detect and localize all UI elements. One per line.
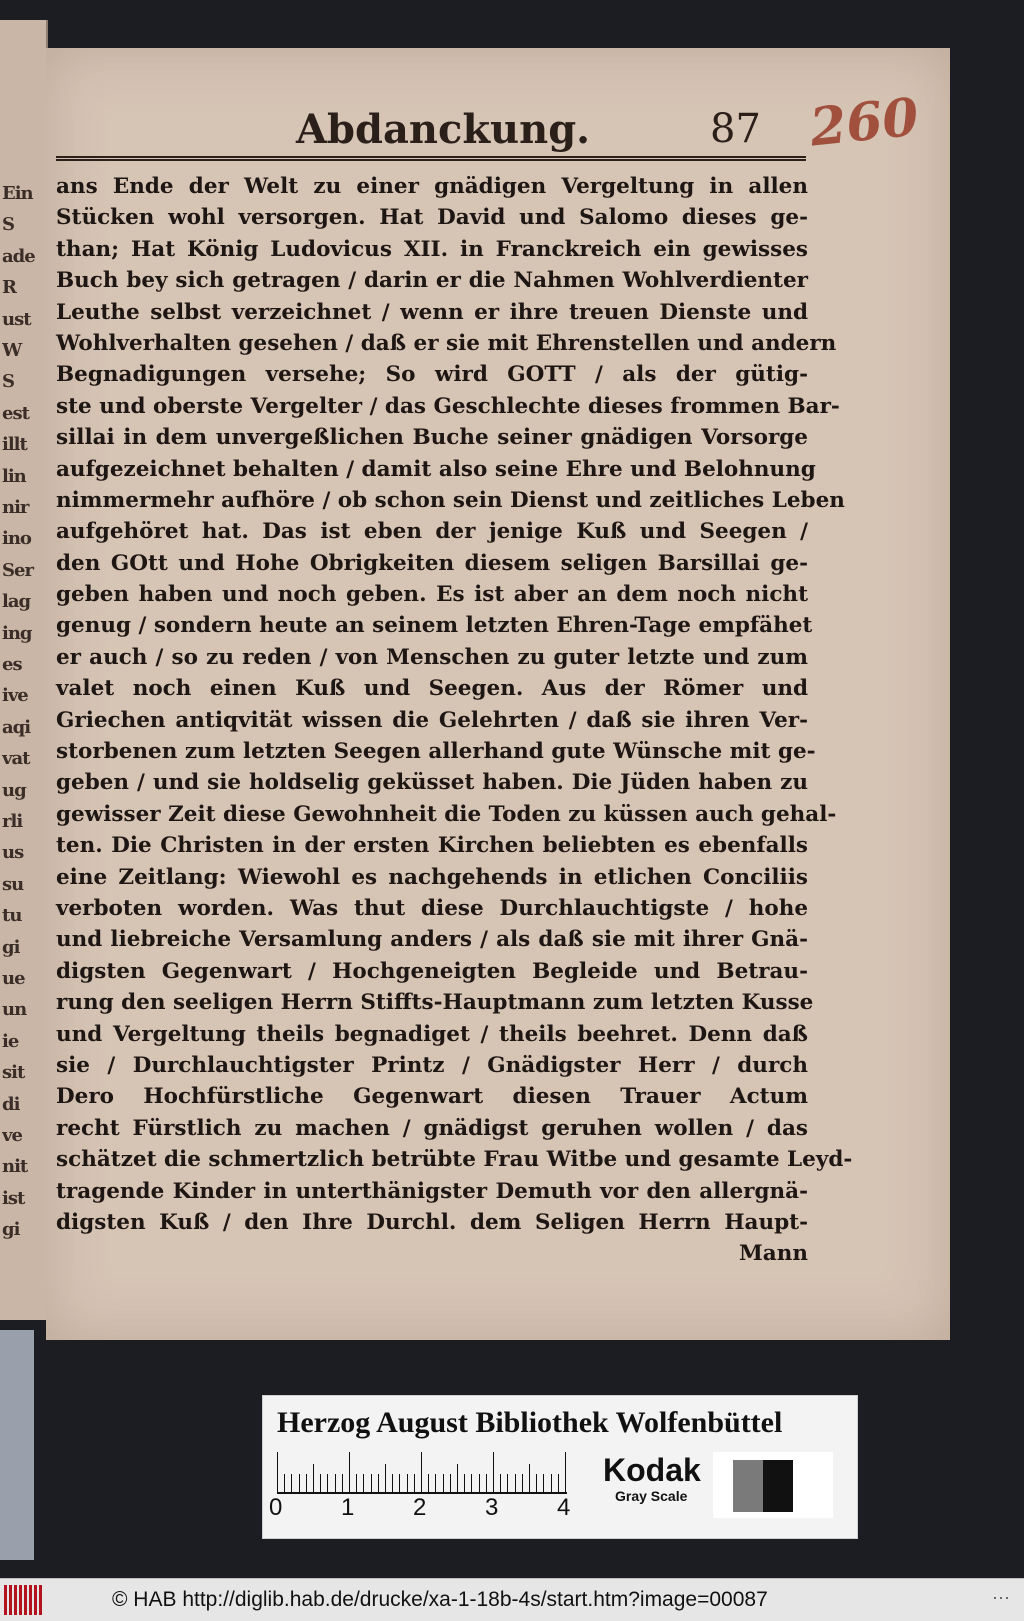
facing-page-fragment: nit [2,1156,28,1178]
ruler-tick [464,1474,465,1492]
ruler-tick [435,1474,436,1492]
ruler-tick [407,1474,408,1492]
ruler-tick [522,1474,523,1492]
text-line: valet noch einen Kuß und Seegen. Aus der Römer und [56,676,808,702]
text-line: Wohlverhalten gesehen / daß er sie mit Ehrenstellen und andern [56,330,837,356]
facing-page-fragment: su [2,873,24,895]
text-line: digsten Gegenwart / Hochgeneigten Begleide und Betrau- [56,958,808,984]
ruler-tick [349,1452,350,1492]
ruler-tick [284,1474,285,1492]
running-head: Abdanckung. [296,106,591,153]
text-line: tragende Kinder in unterthänigster Demuth vor den allergnä- [56,1178,808,1204]
ruler-tick [543,1474,544,1492]
ruler-tick [479,1474,480,1492]
ruler-tick [551,1474,552,1492]
text-line: aufgezeichnet behalten / damit also seine Ehre und Belohnung [56,456,816,482]
text-line: und liebreiche Versamlung anders / als daß sie mit ihrer Gnä- [56,927,808,953]
facing-page-fragment: ing [2,622,32,644]
text-line: ten. Die Christen in der ersten Kirchen beliebten es ebenfalls [56,833,808,859]
ruler-tick [385,1464,386,1492]
ruler-tick [450,1474,451,1492]
text-line: und Vergeltung theils begnadiget / theils beehret. Denn daß [56,1021,808,1047]
text-line: Dero Hochfürstliche Gegenwart diesen Trauer Actum [56,1084,808,1110]
facing-page-fragment: ie [2,1030,19,1052]
text-line: Leuthe selbst verzeichnet / wenn er ihre treuen Dienste und [56,299,808,325]
text-line: sie / Durchlauchtigster Printz / Gnädigster Herr / durch [56,1052,808,1078]
text-line: Buch bey sich getragen / darin er die Nahmen Wohlverdienter [56,268,808,294]
text-line: aufgehöret hat. Das ist eben der jenige Kuß und Seegen / [56,519,808,545]
hab-logo-icon [4,1585,44,1615]
ruler-tick [399,1474,400,1492]
ruler-tick [486,1474,487,1492]
ruler-tick [558,1474,559,1492]
ruler-tick [335,1474,336,1492]
ruler-tick [392,1474,393,1492]
facing-page-fragment: un [2,999,27,1021]
ruler-tick [421,1452,422,1492]
facing-page-fragment: vat [2,748,30,770]
scale-ruler [277,1452,567,1494]
ruler-tick [515,1474,516,1492]
ruler-tick [277,1452,278,1492]
facing-page-fragment: lag [2,591,31,613]
facing-page-fragment: ug [2,779,26,801]
facing-page-fragment: ve [2,1125,22,1146]
text-line: than; Hat König Ludovicus XII. in Franckreich ein gewisses [56,236,808,262]
facing-page-edge [0,20,48,1320]
facing-page-fragment: ust [2,308,31,330]
ruler-tick [306,1474,307,1492]
facing-page-fragment: W [2,340,22,361]
facing-page-fragment: aqi [2,716,31,738]
facing-page-fragment: tu [2,905,22,927]
ruler-tick [371,1474,372,1492]
ruler-tick [363,1474,364,1492]
facing-page-fragment: di [2,1093,20,1115]
facing-page-fragment: rli [2,811,23,832]
facing-page-fragment: ade [2,245,35,267]
text-line: eine Zeitlang: Wiewohl es nachgehends in etlichen Conciliis [56,864,808,890]
text-line: verboten worden. Was thut diese Durchlauchtigste / hohe [56,895,808,921]
gray-patch-mid [733,1460,763,1512]
header-rule [56,156,806,161]
text-line: ste und oberste Vergelter / das Geschlechte dieses frommen Bar- [56,393,840,419]
text-line: nimmermehr aufhöre / ob schon sein Dienst und zeitliches Leben [56,487,845,513]
facing-page-fragment: R [2,277,16,299]
ruler-tick [565,1452,566,1492]
facing-page-fragment: gi [2,936,20,958]
target-title: Herzog August Bibliothek Wolfenbüttel [277,1406,783,1439]
text-line: den GOtt und Hohe Obrigkeiten diesem seligen Barsillai ge- [56,550,808,576]
ruler-tick [414,1474,415,1492]
ruler-tick [291,1474,292,1492]
ruler-tick [327,1474,328,1492]
facing-page-fragment: nir [2,497,29,518]
ruler-tick [313,1464,314,1492]
ruler-tick [529,1464,530,1492]
ruler-tick [342,1474,343,1492]
background-strip [0,1330,34,1560]
footer-bar [0,1578,1024,1621]
facing-page-fragment: gi [2,1219,20,1241]
facing-page-fragment: us [2,842,24,864]
more-menu-icon[interactable]: ··· [992,1587,1010,1607]
text-line: Griechen antiqvität wissen die Gelehrten / daß sie ihren Ver- [56,707,808,733]
facing-page-fragment: ist [2,1187,25,1209]
catchword: Mann [739,1241,808,1267]
book-page [46,48,950,1340]
ruler-tick [493,1452,494,1492]
text-line: geben / und sie holdselig geküsset haben. Die Jüden haben zu [56,770,808,796]
gray-patch-black [763,1460,793,1512]
ruler-tick [471,1474,472,1492]
facing-page-fragment: Ein [2,183,33,204]
text-line: Begnadigungen versehe; So wird GOTT / als der gütig- [56,362,808,388]
ruler-tick [507,1474,508,1492]
text-line: rung den seeligen Herrn Stiffts-Hauptmann zum letzten Kusse [56,990,814,1016]
facing-page-fragment: ue [2,968,25,989]
text-line: Stücken wohl versorgen. Hat David und Salomo dieses ge- [56,205,808,231]
text-line: schätzet die schmertzlich betrübte Frau Witbe und gesamte Leyd- [56,1147,853,1173]
ruler-tick [536,1474,537,1492]
color-target [262,1395,858,1539]
ruler-tick [378,1474,379,1492]
ruler-tick [356,1474,357,1492]
ruler-label: 0 [269,1494,283,1521]
text-line: genug / sondern heute an seinem letzten Ehren-Tage empfähet [56,613,813,639]
text-line: storbenen zum letzten Seegen allerhand gute Wünsche mit ge- [56,739,816,765]
ruler-label: 2 [413,1494,427,1521]
kodak-logo: Kodak [603,1452,701,1488]
facing-page-fragment: lin [2,465,26,487]
facing-page-fragment: Ser [2,559,33,581]
text-line: geben haben und noch geben. Es ist aber an dem noch nicht [56,582,808,608]
text-line: ans Ende der Welt zu einer gnädigen Vergeltung in allen [56,174,808,199]
text-line: gewisser Zeit diese Gewohnheit die Toden zu küssen auch gehal- [56,801,837,827]
facing-page-fragment: es [2,654,22,675]
facing-page-fragment: illt [2,434,27,456]
facing-page-fragment: S [2,214,14,236]
ruler-label: 4 [557,1494,571,1521]
ruler-tick [428,1474,429,1492]
footer-copyright-link[interactable]: © HAB http://diglib.hab.de/drucke/xa-1-18b-4s/start.htm?image=00087 [112,1588,768,1611]
facing-page-fragment: ive [2,685,28,707]
facing-page-fragment: S [2,371,14,393]
text-line: er auch / so zu reden / von Menschen zu guter letzte und zum [56,644,808,670]
facing-page-fragment: sit [2,1062,25,1084]
handwritten-folio-note: 260 [807,86,922,159]
facing-page-fragment: est [2,402,29,424]
body-text [56,171,853,1270]
ruler-label: 3 [485,1494,499,1521]
ruler-label: 1 [341,1494,355,1521]
page-number: 87 [710,106,761,152]
ruler-tick [443,1474,444,1492]
ruler-tick [457,1464,458,1492]
text-line: sillai in dem unvergeßlichen Buche seiner gnädigen Vorsorge [56,425,808,451]
gray-scale-label: Gray Scale [615,1488,688,1504]
facing-page-fragment: ino [2,528,31,550]
text-line: digsten Kuß / den Ihre Durchl. dem Seligen Herrn Haupt- [56,1209,808,1235]
ruler-tick [320,1474,321,1492]
ruler-tick [500,1474,501,1492]
ruler-tick [299,1474,300,1492]
text-line: recht Fürstlich zu machen / gnädigst geruhen wollen / das [56,1115,808,1141]
